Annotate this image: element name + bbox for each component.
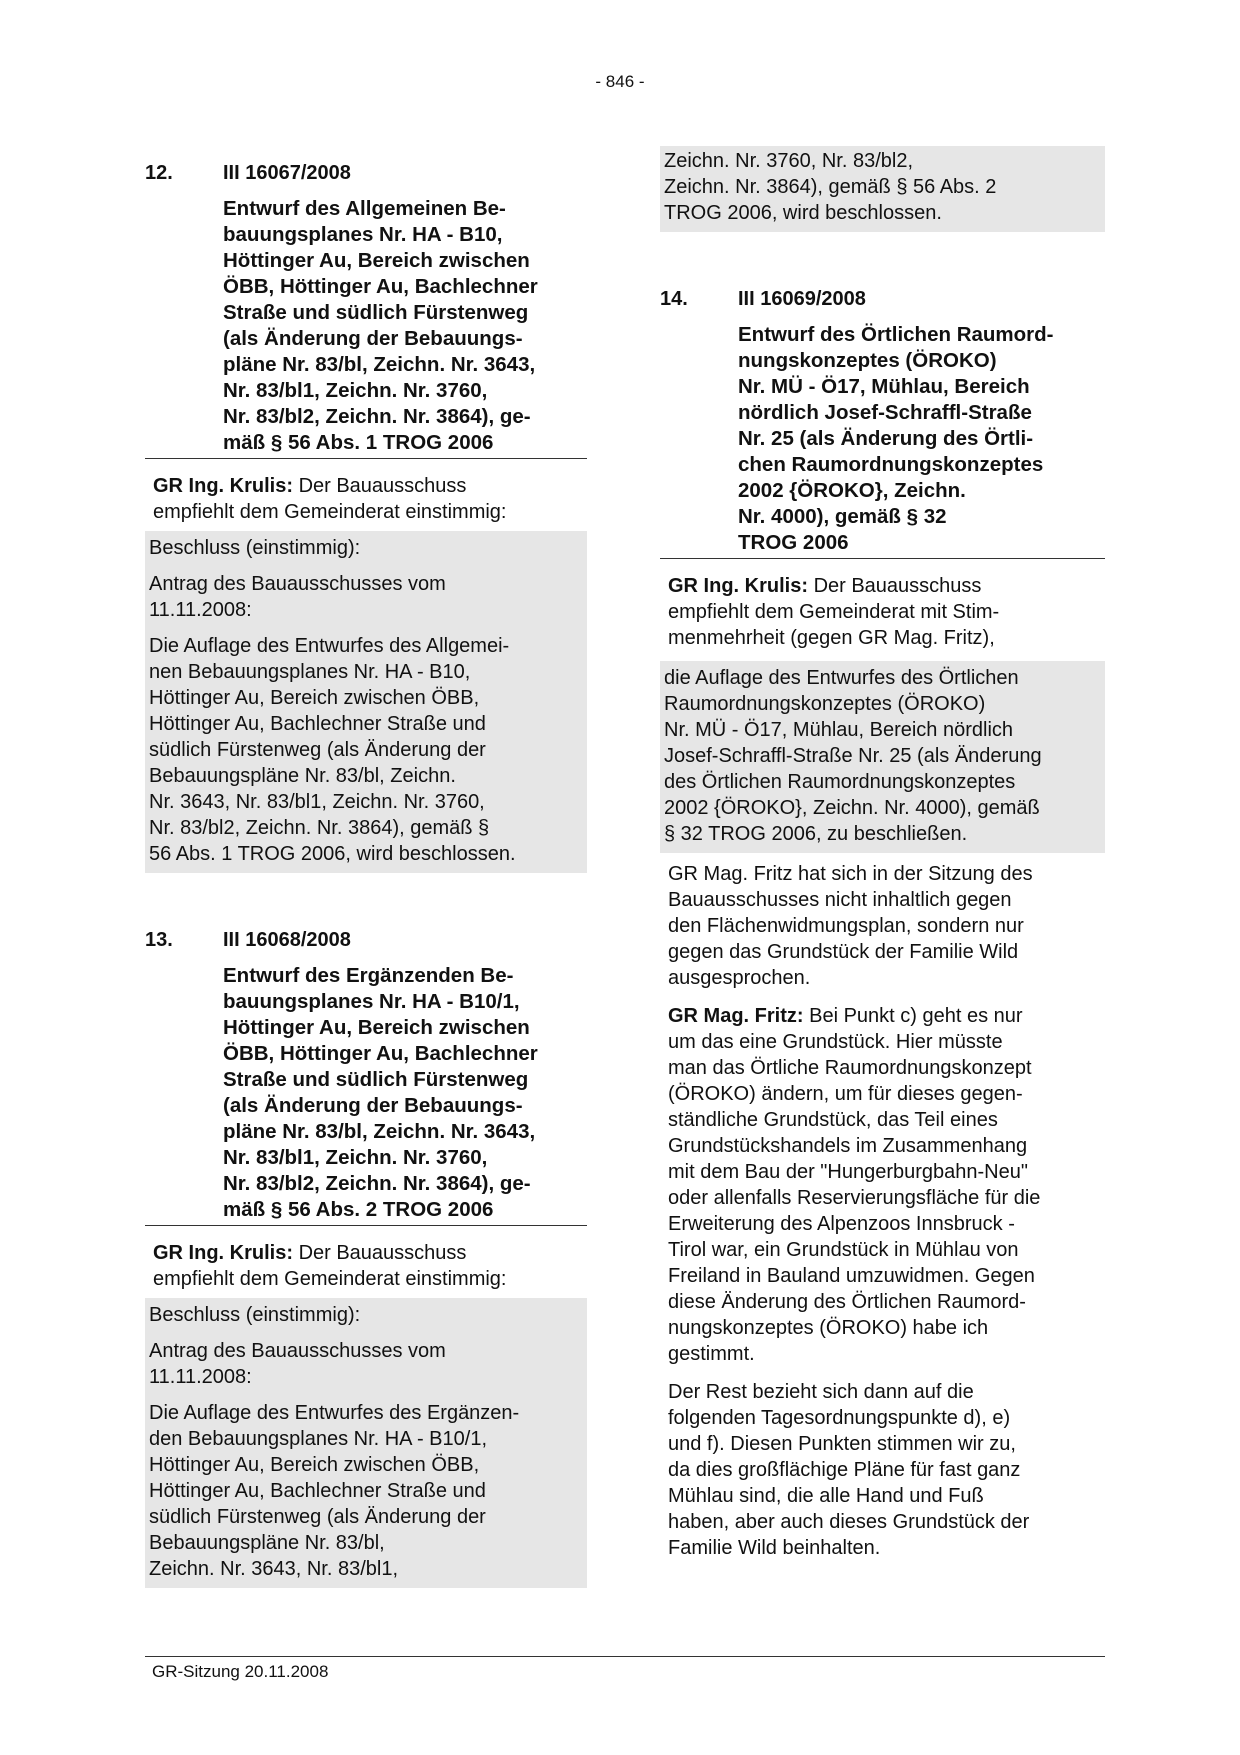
item-13-resolution <box>145 1298 587 1588</box>
item-13-continuation: Zeichn. Nr. 3760, Nr. 83/bl2, Zeichn. Nr. 3864), gemäß § 56 Abs. 2 TROG 2006, wird beschlossen. <box>664 150 997 224</box>
item-12-title: Entwurf des Allgemeinen Be- bauungsplanes Nr. HA - B10, Höttinger Au, Bereich zwischen ÖBB, Höttinger Au, Bachlechner Straße und südlich Fürstenweg (als Änderung der Bebauungs- pläne Nr. 83/bl, Zeichn. Nr. 3643, Nr. 83/bl1, Zeichn. Nr. 3760, Nr. 83/bl2, Zeichn. Nr. 3864), ge- mäß § 56 Abs. 1 TROG 2006 <box>145 196 587 459</box>
item-14-speaker-2: GR Mag. Fritz: <box>668 1005 804 1027</box>
item-13-number: 13. <box>145 929 173 951</box>
left-column <box>145 160 587 1588</box>
item-14-ref: III 16069/2008 <box>738 288 866 310</box>
item-14-heading <box>660 286 1105 312</box>
item-14-fritz-para <box>668 999 1097 1375</box>
item-13-heading <box>145 927 587 953</box>
footer-session-date: GR-Sitzung 20.11.2008 <box>152 1662 329 1681</box>
item-12-resolution <box>145 531 587 873</box>
item-14-rest: Der Rest bezieht sich dann auf die folgenden Tagesordnungspunkte d), e) und f). Diesen Punkten stimmen wir zu, da dies großflächige Pläne für fast ganz Mühlau sind, die alle Hand und Fuß haben, aber auch dieses Grundstück der Familie Wild beinhalten. <box>668 1381 1030 1559</box>
item-13-speaker-para <box>145 1226 587 1292</box>
item-13-antrag: Antrag des Bauausschusses vom 11.11.2008: <box>149 1340 446 1388</box>
item-14-discussion <box>660 857 1105 1569</box>
page-number: - 846 - <box>595 72 645 91</box>
item-13-beschluss: Beschluss (einstimmig): <box>149 1304 361 1326</box>
item-14-speaker-para <box>660 559 1105 651</box>
item-14-note: GR Mag. Fritz hat sich in der Sitzung des Bauausschusses nicht inhaltlich gegen den Flächenwidmungsplan, sondern nur gegen das Grundstück der Familie Wild ausgesprochen. <box>668 863 1033 989</box>
item-12-antrag: Antrag des Bauausschusses vom 11.11.2008: <box>149 573 446 621</box>
item-14-speaker-text: Der Bauausschuss empfiehlt dem Gemeinderat mit Stim- menmehrheit (gegen GR Mag. Fritz), <box>668 575 1000 649</box>
item-12-speaker: GR Ing. Krulis: <box>153 475 293 497</box>
item-14-speaker: GR Ing. Krulis: <box>668 575 808 597</box>
item-12-beschluss: Beschluss (einstimmig): <box>149 537 361 559</box>
item-13-speaker-text: Der Bauausschuss empfiehlt dem Gemeinderat einstimmig: <box>153 1242 507 1290</box>
item-13-title: Entwurf des Ergänzenden Be- bauungsplanes Nr. HA - B10/1, Höttinger Au, Bereich zwischen ÖBB, Höttinger Au, Bachlechner Straße und südlich Fürstenweg (als Änderung der Bebauungs- pläne Nr. 83/bl, Zeichn. Nr. 3643, Nr. 83/bl1, Zeichn. Nr. 3760, Nr. 83/bl2, Zeichn. Nr. 3864), ge- mäß § 56 Abs. 2 TROG 2006 <box>145 963 587 1226</box>
item-12-heading <box>145 160 587 186</box>
item-13-resolution-continued <box>660 146 1105 232</box>
item-13-body: Die Auflage des Entwurfes des Ergänzen- den Bebauungsplanes Nr. HA - B10/1, Höttinger Au, Bereich zwischen ÖBB, Höttinger Au, Bachlechner Straße und südlich Fürstenweg (als Änderung der Bebauungspläne Nr. 83/bl, Zeichn. Nr. 3643, Nr. 83/bl1, <box>149 1402 520 1580</box>
item-12-number: 12. <box>145 162 173 184</box>
item-14-number: 14. <box>660 288 688 310</box>
item-12-speaker-text: Der Bauausschuss empfiehlt dem Gemeinderat einstimmig: <box>153 475 507 523</box>
item-12-speaker-para <box>145 459 587 525</box>
item-12-body: Die Auflage des Entwurfes des Allgemei- nen Bebauungsplanes Nr. HA - B10, Höttinger Au, Bereich zwischen ÖBB, Höttinger Au, Bachlechner Straße und südlich Fürstenweg (als Änderung der Bebauungspläne Nr. 83/bl, Zeichn. Nr. 3643, Nr. 83/bl1, Zeichn. Nr. 3760, Nr. 83/bl2, Zeichn. Nr. 3864), gemäß § 56 Abs. 1 TROG 2006, wird beschlossen. <box>149 635 516 865</box>
footer-divider <box>145 1656 1105 1657</box>
item-14-speaker-2-text: Bei Punkt c) geht es nur um das eine Grundstück. Hier müsste man das Örtliche Raumordnungskonzept (ÖROKO) ändern, um für dieses gegen- ständliche Grundstück, das Teil eines Grundstückshandels im Zusammenhang mit dem Bau der "Hungerburgbahn-Neu" oder allenfalls Reservierungsfläche für die Erweiterung des Alpenzoos Innsbruck - Tirol war, ein Grundstück in Mühlau von Freiland in Bauland umzuwidmen. Gegen diese Änderung des Örtlichen Raumord- nungskonzeptes (ÖROKO) habe ich gestimmt. <box>668 1005 1041 1365</box>
item-14-body: die Auflage des Entwurfes des Örtlichen Raumordnungskonzeptes (ÖROKO) Nr. MÜ - Ö17, Mühlau, Bereich nördlich Josef-Schraffl-Straße Nr. 25 (als Änderung des Örtlichen Raumordnungskonzeptes 2002 {ÖROKO}, Zeichn. Nr. 4000), gemäß § 32 TROG 2006, zu beschließen. <box>664 667 1042 845</box>
item-13-ref: III 16068/2008 <box>223 929 351 951</box>
item-14-resolution <box>660 661 1105 853</box>
item-12-ref: III 16067/2008 <box>223 162 351 184</box>
item-14-title: Entwurf des Örtlichen Raumord- nungskonzeptes (ÖROKO) Nr. MÜ - Ö17, Mühlau, Bereich nördlich Josef-Schraffl-Straße Nr. 25 (als Änderung des Örtli- chen Raumordnungskonzeptes 2002 {ÖROKO}, Zeichn. Nr. 4000), gemäß § 32 TROG 2006 <box>660 322 1105 559</box>
right-column <box>660 146 1105 1569</box>
item-13-speaker: GR Ing. Krulis: <box>153 1242 293 1264</box>
